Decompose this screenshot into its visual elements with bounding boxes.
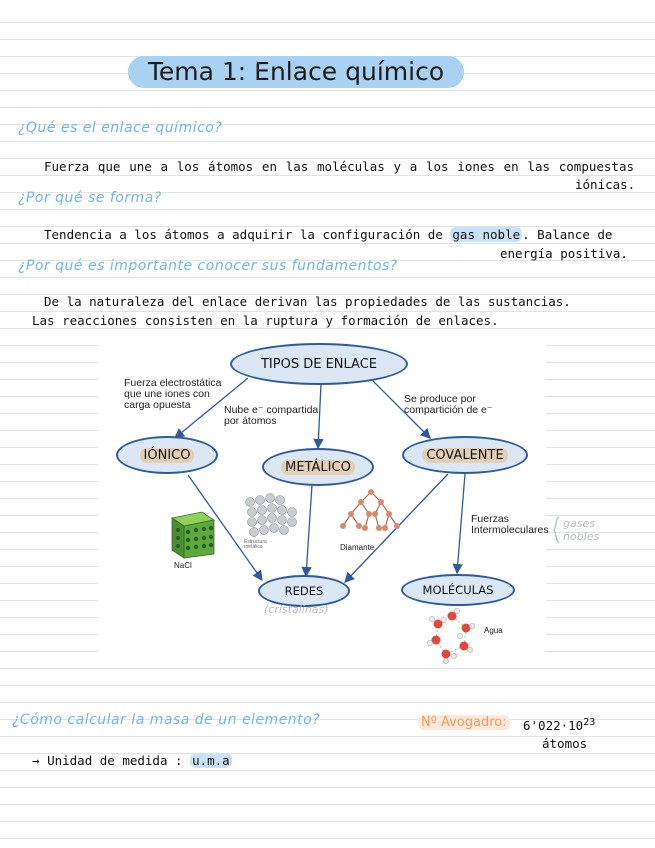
avogadro-value <box>523 717 595 733</box>
avogadro-label: Nº Avogadro: <box>418 715 510 730</box>
question-why-important: ¿Por qué es importante conocer sus fundamentos? <box>18 258 398 274</box>
label-intermolecular-forces: Fuerzas Intermoleculares <box>471 513 549 536</box>
node-covalent-label: COVALENTE <box>422 448 507 463</box>
unit-of-measure-line <box>32 753 232 768</box>
diamond-caption: Diamante <box>340 543 375 552</box>
node-metallic-label: METÁLICO <box>281 460 355 475</box>
avogadro-mantissa: 6'022·10 <box>523 718 584 734</box>
node-ionic-label: IÓNICO <box>140 448 195 463</box>
node-molecules <box>401 574 515 606</box>
arrow-metallic-to-networks <box>306 485 312 576</box>
node-ionic <box>116 436 218 474</box>
answer-why-forms-text: Tendencia a los átomos a adquirir la configuración de <box>44 227 451 242</box>
node-molecules-label: MOLÉCULAS <box>422 583 494 597</box>
nacl-crystal-image <box>168 508 216 560</box>
gas-noble-highlight: gas noble <box>452 227 521 242</box>
label-electron-sharing: Se produce por compartición de e⁻ <box>404 393 493 416</box>
uma-highlight: u.m.a <box>192 753 230 768</box>
unit-of-measure-label: Unidad de medida : <box>47 753 183 768</box>
answer-what-is-bond-line2: iónicas. <box>575 177 636 192</box>
node-networks-label: REDES <box>284 584 324 598</box>
label-electron-cloud: Nube e⁻ compartida por átomos <box>224 404 319 427</box>
answer-why-forms-line2: energía positiva. <box>500 246 628 261</box>
handwritten-noble-gases: gases nobles <box>563 517 600 543</box>
avogadro-unit: átomos <box>542 736 588 751</box>
answer-what-is-bond-line1: Fuerza que une a los átomos en las moléculas y a los iones en las compuestas <box>44 159 634 174</box>
answer-why-important-line2: Las reacciones consisten en la ruptura y formación de enlaces. <box>32 313 499 328</box>
water-caption: Agua <box>484 626 503 635</box>
node-metallic <box>262 448 374 486</box>
label-electrostatic-force: Fuerza electrostática que une iones con carga opuesta <box>124 377 222 411</box>
question-what-is-bond: ¿Qué es el enlace químico? <box>18 120 223 136</box>
answer-why-important-line1: De la naturaleza del enlace derivan las propiedades de las sustancias. <box>44 294 571 309</box>
answer-why-forms-tail: . Balance de <box>522 227 613 242</box>
node-bond-types <box>230 343 408 385</box>
handwritten-crystalline: (cristalinas) <box>264 603 329 616</box>
arrow-covalent-to-molecules <box>457 474 465 573</box>
diamond-structure-image <box>335 486 407 542</box>
brace-mark <box>552 516 562 544</box>
node-covalent <box>402 436 528 474</box>
question-why-forms: ¿Por qué se forma? <box>18 190 162 206</box>
nacl-caption: NaCl <box>174 561 192 570</box>
page-title: Tema 1: Enlace químico <box>147 57 445 86</box>
arrow-icon: → <box>32 753 40 768</box>
node-bond-types-label: TIPOS DE ENLACE <box>260 356 378 372</box>
question-calc-mass: ¿Cómo calcular la masa de un elemento? <box>12 712 321 728</box>
metal-caption: Estructura metálica <box>244 539 267 550</box>
avogadro-exponent: 23 <box>583 717 596 728</box>
water-molecules-image <box>424 606 486 670</box>
